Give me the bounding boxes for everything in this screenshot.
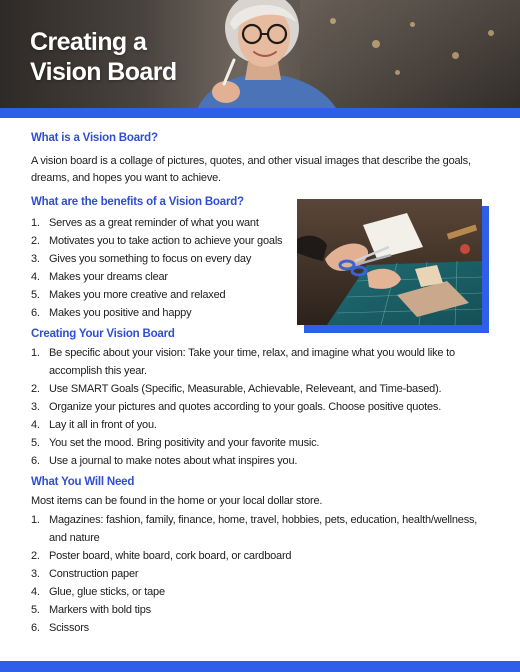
bokeh-light — [488, 30, 494, 36]
cutting-paper-illustration — [297, 199, 482, 325]
list-item: 3. Gives you something to focus on every day — [31, 253, 252, 265]
list-item: 1. Serves as a great reminder of what you want — [31, 217, 259, 229]
list-item: 2. Poster board, white board, cork board, or cardboard — [31, 550, 292, 562]
woman-portrait-illustration — [178, 0, 348, 108]
bokeh-light — [395, 70, 400, 75]
header-banner — [0, 0, 520, 108]
list-item: 5. Makes you more creative and relaxed — [31, 289, 226, 301]
section-heading-what-you-need: What You Will Need — [31, 476, 135, 488]
benefits-list — [31, 214, 293, 322]
creating-steps-list — [31, 344, 493, 470]
supplies-list — [31, 511, 493, 637]
list-item: 6. Scissors — [31, 622, 89, 634]
craft-photo — [297, 199, 482, 325]
header-accent-band — [0, 108, 520, 118]
list-item: 1. Magazines: fashion, family, finance, home, travel, hobbies, pets, education, health/wellness, and nature — [31, 514, 478, 544]
list-item: 6. Makes you positive and happy — [31, 307, 192, 319]
list-item: 4. Glue, glue sticks, or tape — [31, 586, 165, 598]
bokeh-light — [452, 52, 459, 59]
list-item: 6. Use a journal to make notes about what inspires you. — [31, 455, 298, 467]
list-item: 5. You set the mood. Bring positivity and your favorite music. — [31, 437, 320, 449]
list-item: 2. Motivates you to take action to achieve your goals — [31, 235, 283, 247]
bokeh-light — [410, 22, 415, 27]
list-item: 5. Markers with bold tips — [31, 604, 151, 616]
section-heading-creating: Creating Your Vision Board — [31, 328, 175, 340]
list-item: 4. Lay it all in front of you. — [31, 419, 157, 431]
bokeh-light — [372, 40, 380, 48]
list-item: 4. Makes your dreams clear — [31, 271, 168, 283]
list-item: 3. Construction paper — [31, 568, 139, 580]
what-you-need-intro: Most items can be found in the home or your local dollar store. — [31, 495, 323, 507]
craft-photo-frame — [297, 199, 489, 333]
what-is-paragraph: A vision board is a collage of pictures, quotes, and other visual images that describe the goals, dreams, and hopes you want to achieve. — [31, 155, 471, 184]
page-title: Creating a Vision Board — [30, 28, 177, 86]
list-item: 3. Organize your pictures and quotes according to your goals. Choose positive quotes. — [31, 401, 442, 413]
section-heading-what-is: What is a Vision Board? — [31, 132, 158, 144]
footer-accent-band — [0, 661, 520, 672]
list-item: 2. Use SMART Goals (Specific, Measurable, Achievable, Releveant, and Time-based). — [31, 383, 442, 395]
section-heading-benefits: What are the benefits of a Vision Board? — [31, 196, 244, 208]
list-item: 1. Be specific about your vision: Take your time, relax, and imagine what you would like to accomplish this year. — [31, 347, 455, 377]
